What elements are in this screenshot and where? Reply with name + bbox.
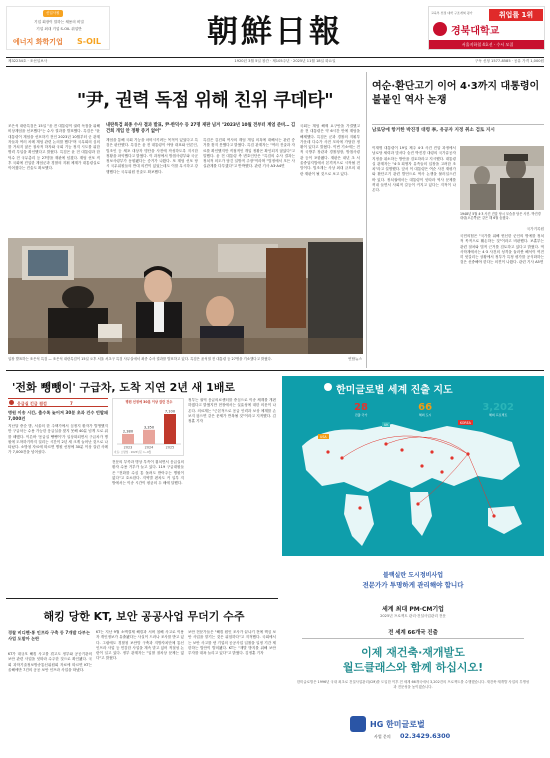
lead-col-3: 특검은 김건희 여사의 계엄 개입 의혹에 대해서는 관련 증거를 찾지 못했다고 밝혔다. 특검 관계자는 "여러 진술과 자료를 확인했지만 직접적인 개입 정황은 확인되지 않았다"고 말했다. 윤 전 대통령 측 변호인단은 "특검의 수사 결과는 정치적 의도가 담긴 일방적 주장"이라며 "법정에서 모든 사실관계를 다투겠다"고 반박했다. 관련 기사 A3·A4면 [203,138,295,169]
masthead-rule-bottom [6,66,544,67]
lead-col-2: 계엄을 통해 국회 기능을 마비시키려는 목적이 있었다고 특검은 판단했다. 특검은 윤 전 대통령이 야당 대표와 언론인, 법조인 등 체포 대상자 명단을 사전에 작성하도록 지시한 정황을 파악했다고 밝혔다. 이 과정에서 방첩사령부와 국군정보사령부가 동원됐다는 증거가 나왔다. 또 계엄 선포 당시 국무위원들의 반대 의견이 있었는데도 이를 무시하고 강행했다는 국무위원 진술도 확보했다. [106,138,198,174]
map-stat [482,402,514,422]
bottom-col-3: 보안 전문가들은 "해킹 원인 조사가 끝나기 전에 핵심 보안 사업을 맡기는 것은 위험하다"고 지적했다. 국회에서는 보안 사고를 낸 기업의 공공사업 입찰을 일정 기간 제한하는 법안이 발의됐다. KT는 "재발 방지를 위해 보안 투자를 대폭 늘리고 있다"고 밝혔다. 김정훈 기자 [188,630,276,656]
map-ad[interactable] [282,376,544,556]
ad-brand: S-OIL [77,37,101,46]
mid-headline[interactable]: '전화 뺑뺑이' 구급차, 도착 지연 2년 새 1배로 [12,381,236,394]
map-city-tag: KOREA [460,420,471,425]
mid-box-num: 7 [70,400,73,406]
chart-value-label: 3,350 [143,425,155,430]
ad-spec: 전 세계 66개국 진출 [388,630,438,636]
issue-bar: 1920년 3월 5일 창간 · 제105주년 · 2025년 11월 18일 화요일 [234,59,336,63]
section-rule [6,598,278,599]
press-conference-image [8,238,363,354]
section-rule [6,370,544,371]
chart-value-label: 7,100 [164,409,176,414]
ad-phone[interactable]: 02.3429.6300 [400,732,451,740]
ad-big-2: 월드클래스와 함께 하십시오! [342,661,484,674]
chart-category-label: 2025 [165,445,175,450]
ad-big-1: 이제 재건축·재개발도 [361,646,465,659]
alert-icon [9,400,14,405]
right-headline[interactable]: 여순·환단고기 이어 4·3까지 대통령이 불붙인 역사 논쟁 [372,81,540,106]
ad-line: 기업 최대 기업 S-OIL 취업반 [36,27,82,31]
bottom-ad[interactable] [282,556,544,752]
map-stat-label: 해외 도시 [418,413,432,417]
ad-phone-label: 사업 문의 [374,734,391,739]
masthead-right-ad[interactable] [428,6,545,50]
map-city-tag: USA [320,434,327,439]
ad-schedule: 세계 최대 PM·CM기업 [382,606,444,613]
bottom-col-1: KT가 대규모 해킹 사고를 겪고도 정부와 공공기관의 보안 관련 사업을 잇따라 수주한 것으로 확인됐다. 국회 과학기술정보방송통신위원회 자료에 따르면 KT는 올해에만 7건의 공공 보안 인프라 사업을 따냈다. [8,652,92,672]
ad-badge: 취업률 1위 [489,9,543,21]
lead-col-4: 국회는 계엄 해제 요구안을 가결했고 윤 전 대통령은 약 6시간 만에 계엄을 해제했다. 특검은 군과 경찰의 지휘부 가운데 다수가 사전 모의에 가담한 정황이 있다고 밝혔다. 이번 기소에는 전직 국방부 장관과 경찰청장, 방첩사령관 등이 포함됐다. 재판은 내년 초 서울중앙지법에서 본격적으로 시작될 전망이다. 법조계는 사상 최대 규모의 내란 재판이 될 것으로 보고 있다. [300,124,360,176]
mid-col-2: 전문의 부족과 병상 부족이 겹치면서 응급실의 환자 수용 거부가 늘고 있다. 119 구급대원들은 "전화를 수십 통 돌려도 받아주는 병원이 없다"고 호소한다. 지역별 편차도 커 일부 지방에서는 이송 시간이 평균의 두 배에 달했다. [112,460,184,486]
right-rule [372,124,544,125]
mid-col-3: 정부는 권역 응급의료센터를 중심으로 이송 체계를 개편하겠다고 밝혔지만 현장에서는 실효성에 대한 의문이 나온다. 의료계는 "근본적으로 응급 인력과 보상 체계를 손보지 않으면 같은 문제가 반복될 것"이라고 지적했다. 김정훈 기자 [188,398,276,424]
lead-col-1: 조은석 내란특검은 15일 "윤 전 대통령이 권력 독점을 위해 비상계엄을 선포했다"는 수사 결과를 발표했다. 특검은 "윤 대통령이 계엄을 선포하기 전인 2023년 10월부터 군 관계자들과 여러 차례 계엄 관련 논의를 했다"며 국무회의 심의를 거치지 않은 절차적 하자와 국회 기능 정지 시도를 위한 병력 투입을 확인했다고 밝혔다. 특검은 윤 전 대통령과 한덕수 전 국무총리 등 27명을 재판에 넘겼다. 계엄 선포 직후 국회에 진입한 계엄군과 경찰의 지휘 체계가 대통령실로 이어졌다는 진술도 확보했다. [8,124,100,171]
chart-note: 자료: 소방청 · 2025년은 1~9월 [114,451,152,454]
right-photo-credit: 국가기록원 [526,227,544,231]
chart-svg [113,406,185,450]
ad-schedule-sub: 2025년 프로젝트 관리·건설사업관리 전문 [380,614,446,618]
headline-main[interactable]: "尹, 권력 독점 위해 친위 쿠데타" [76,90,334,111]
right-subhead: 남로당에 항거한 박진경 대령 李, 유공자 지정 취소 검토 지시 [372,128,495,133]
bottom-col-2: KT는 지난 9월 소액결제 해킹과 서버 침해 사고로 이용자 개인정보가 유출됐다는 사실이 드러나 조사를 받고 있다. 그럼에도 경찰청 보안망 구축과 지방자치단체 통신 인프라 사업 등 민감한 사업을 계속 맡고 있어 적절성 논란이 일고 있다. 정부 관계자는 "입찰 절차상 문제는 없다"고 밝혔다. [96,630,184,661]
masthead [0,0,550,56]
mid-chart [112,398,184,456]
map-stat-number: 3,202 [482,402,514,413]
lead-subhead: 내란특검 최종 수사 결과 발표, 尹·한덕수 등 27명 재판 넘겨 "2023년 10월 전부터 계엄 준비… 김건희 개입 안 정황 증거 없어" [106,123,296,134]
ad-line: 기업 회장이 말하는 채용의 비밀 [34,20,84,24]
masthead-rule-top [6,57,544,58]
chart-title: 병원 선정에 30분 이상 걸린 건수 [125,400,173,404]
ad-univ: 경북대학교 [451,26,500,37]
bottom-headline[interactable]: 해킹 당한 KT, 보안 공공사업 무더기 수주 [43,610,245,623]
right-col-1: 이재명 대통령이 19일 제주 4·3 사건 진압 과정에서 남로당 세력과 맞서다 숨진 박진경 대령의 국가유공자 지정을 취소하는 방안을 검토하라고 지시했다. 대통령실 관계자는 "4·3 희생자 유족들의 입장을 고려한 조치"라고 설명했다. 앞서 이 대통령은 여순 사건 재평가와 환단고기 관련 발언으로 역사 논쟁을 불러일으킨 바 있다. 정치권에서는 대통령이 잇따라 역사 문제를 꺼내 들면서 사회적 갈등이 커지고 있다는 지적이 나온다. [372,146,456,193]
lead-photo-credit: 연합뉴스 [348,357,362,361]
bottom-subhead: 경찰 비디펜·통 인프라 구축 등 7개발 다부는 사업 도맡아 논란 [8,630,91,641]
right-col-2: 국민의힘은 "국가를 위해 헌신한 군인의 명예를 정치적 목적으로 훼손하는 것"이라고 비판했다. 보훈부는 관련 절차와 법적 근거를 검토하고 있다고 밝혔다. 역사학계에서는 4·3 사건의 성격을 둘러싼 해석이 여전히 엇갈리는 상황에서 정부가 특정 평가를 공식화하는 것은 신중해야 한다는 의견이 나왔다. 관련 기사 A5면 [460,234,544,265]
chart-category-label: 2023 [123,445,133,450]
right-photo-caption: 1948년 5월 4·3 사건 진압 당시 모습을 담은 사진. 박진경 대령(오른쪽)은 같은 해 6월 숨졌다. [460,212,541,221]
map-stat-number: 66 [418,402,433,413]
map-ad-brand-icon [324,383,332,391]
issue-code: 제32234호 · 조선일보사 [8,59,48,63]
mid-box-label [8,398,108,407]
ad-line-1: 블랙실란 도시정비사업 [382,572,444,579]
chart-bar [164,414,176,444]
ad-fine-print: 한미글로벌은 1996년 국내 최초로 건설사업관리(CM)를 도입한 이후 전 세계 66개국에서 3,202건의 프로젝트를 수행했습니다. 재건축·재개발 사업의 투명성과 전문성을 높이겠습니다. [296,680,530,689]
price-info: 구독 신청 1577-8585 · 공유 가격 1,000원 [474,59,544,63]
map-stat-label: 진출 국가 [354,413,368,417]
map-ad-title: 한미글로벌 세계 진출 지도 [336,385,453,396]
mid-col-1: 지난달 중순 밤, 서울의 한 주택가에서 심정지 환자가 발생했지만 구급차는 수용 가능한 응급실을 찾지 못해 40분 넘게 도로 위를 헤맸다. 이른바 '응급실 뺑뺑이'가 일상화되면서 구급차가 병원에 도착하기까지 걸리는 시간이 2년 새 크게 늘어난 것으로 나타났다. 소방청 자료에 따르면 병원 선정에 30분 이상 걸린 사례가 7,000건을 넘어섰다. [8,424,108,455]
map-city-tag: UK [384,422,389,427]
mid-box-text: 응급실 긴급 점검 [17,400,47,406]
right-photo[interactable] [460,146,544,210]
masthead-left-ad[interactable] [6,6,110,50]
column-divider [366,72,367,368]
ad-rule [302,638,524,639]
ad-logo-icon [350,716,366,732]
chart-value-label: 2,380 [122,429,134,434]
lead-photo[interactable] [8,238,363,354]
lead-photo-caption: 입장 발표하는 조은석 특검 — 조은석 내란특검이 15일 오후 서울 서초구 특검 사무실에서 최종 수사 결과를 발표하고 있다. 특검은 윤석열 전 대통령 등 27명을 기소했다고 밝혔다. [8,357,272,361]
ad-top-line: 교육부 선정 대학 구조개혁 평가 [431,11,473,15]
map-stat-number: 28 [354,402,368,413]
mid-lede: 병원 이송 시간, 출수록 늦어져 30분 초과 건수 빈발돼 7,000건 [8,410,108,421]
ad-brand: HG 한미글로벌 [370,720,425,729]
historical-portrait-image [460,146,544,210]
chart-category-label: 2024 [144,445,154,450]
ad-title: 에너지 화학기업 [13,38,63,46]
map-stats [354,402,514,422]
chart-bar [122,434,134,444]
ad-line-2: 전문가가 투명하게 관리해야 합니다 [362,581,464,589]
ad-bottom: 서울지하철 4호선 · 수시 모집 [429,40,545,50]
map-stat-label: 해외 프로젝트 [488,413,508,417]
masthead-title[interactable]: 朝鮮日報 [207,14,343,50]
map-stat [354,402,368,422]
chart-bar [143,430,155,444]
map-stat [418,402,432,422]
univ-emblem-icon [433,22,447,36]
ad-badge: 신입사원 [43,10,63,17]
